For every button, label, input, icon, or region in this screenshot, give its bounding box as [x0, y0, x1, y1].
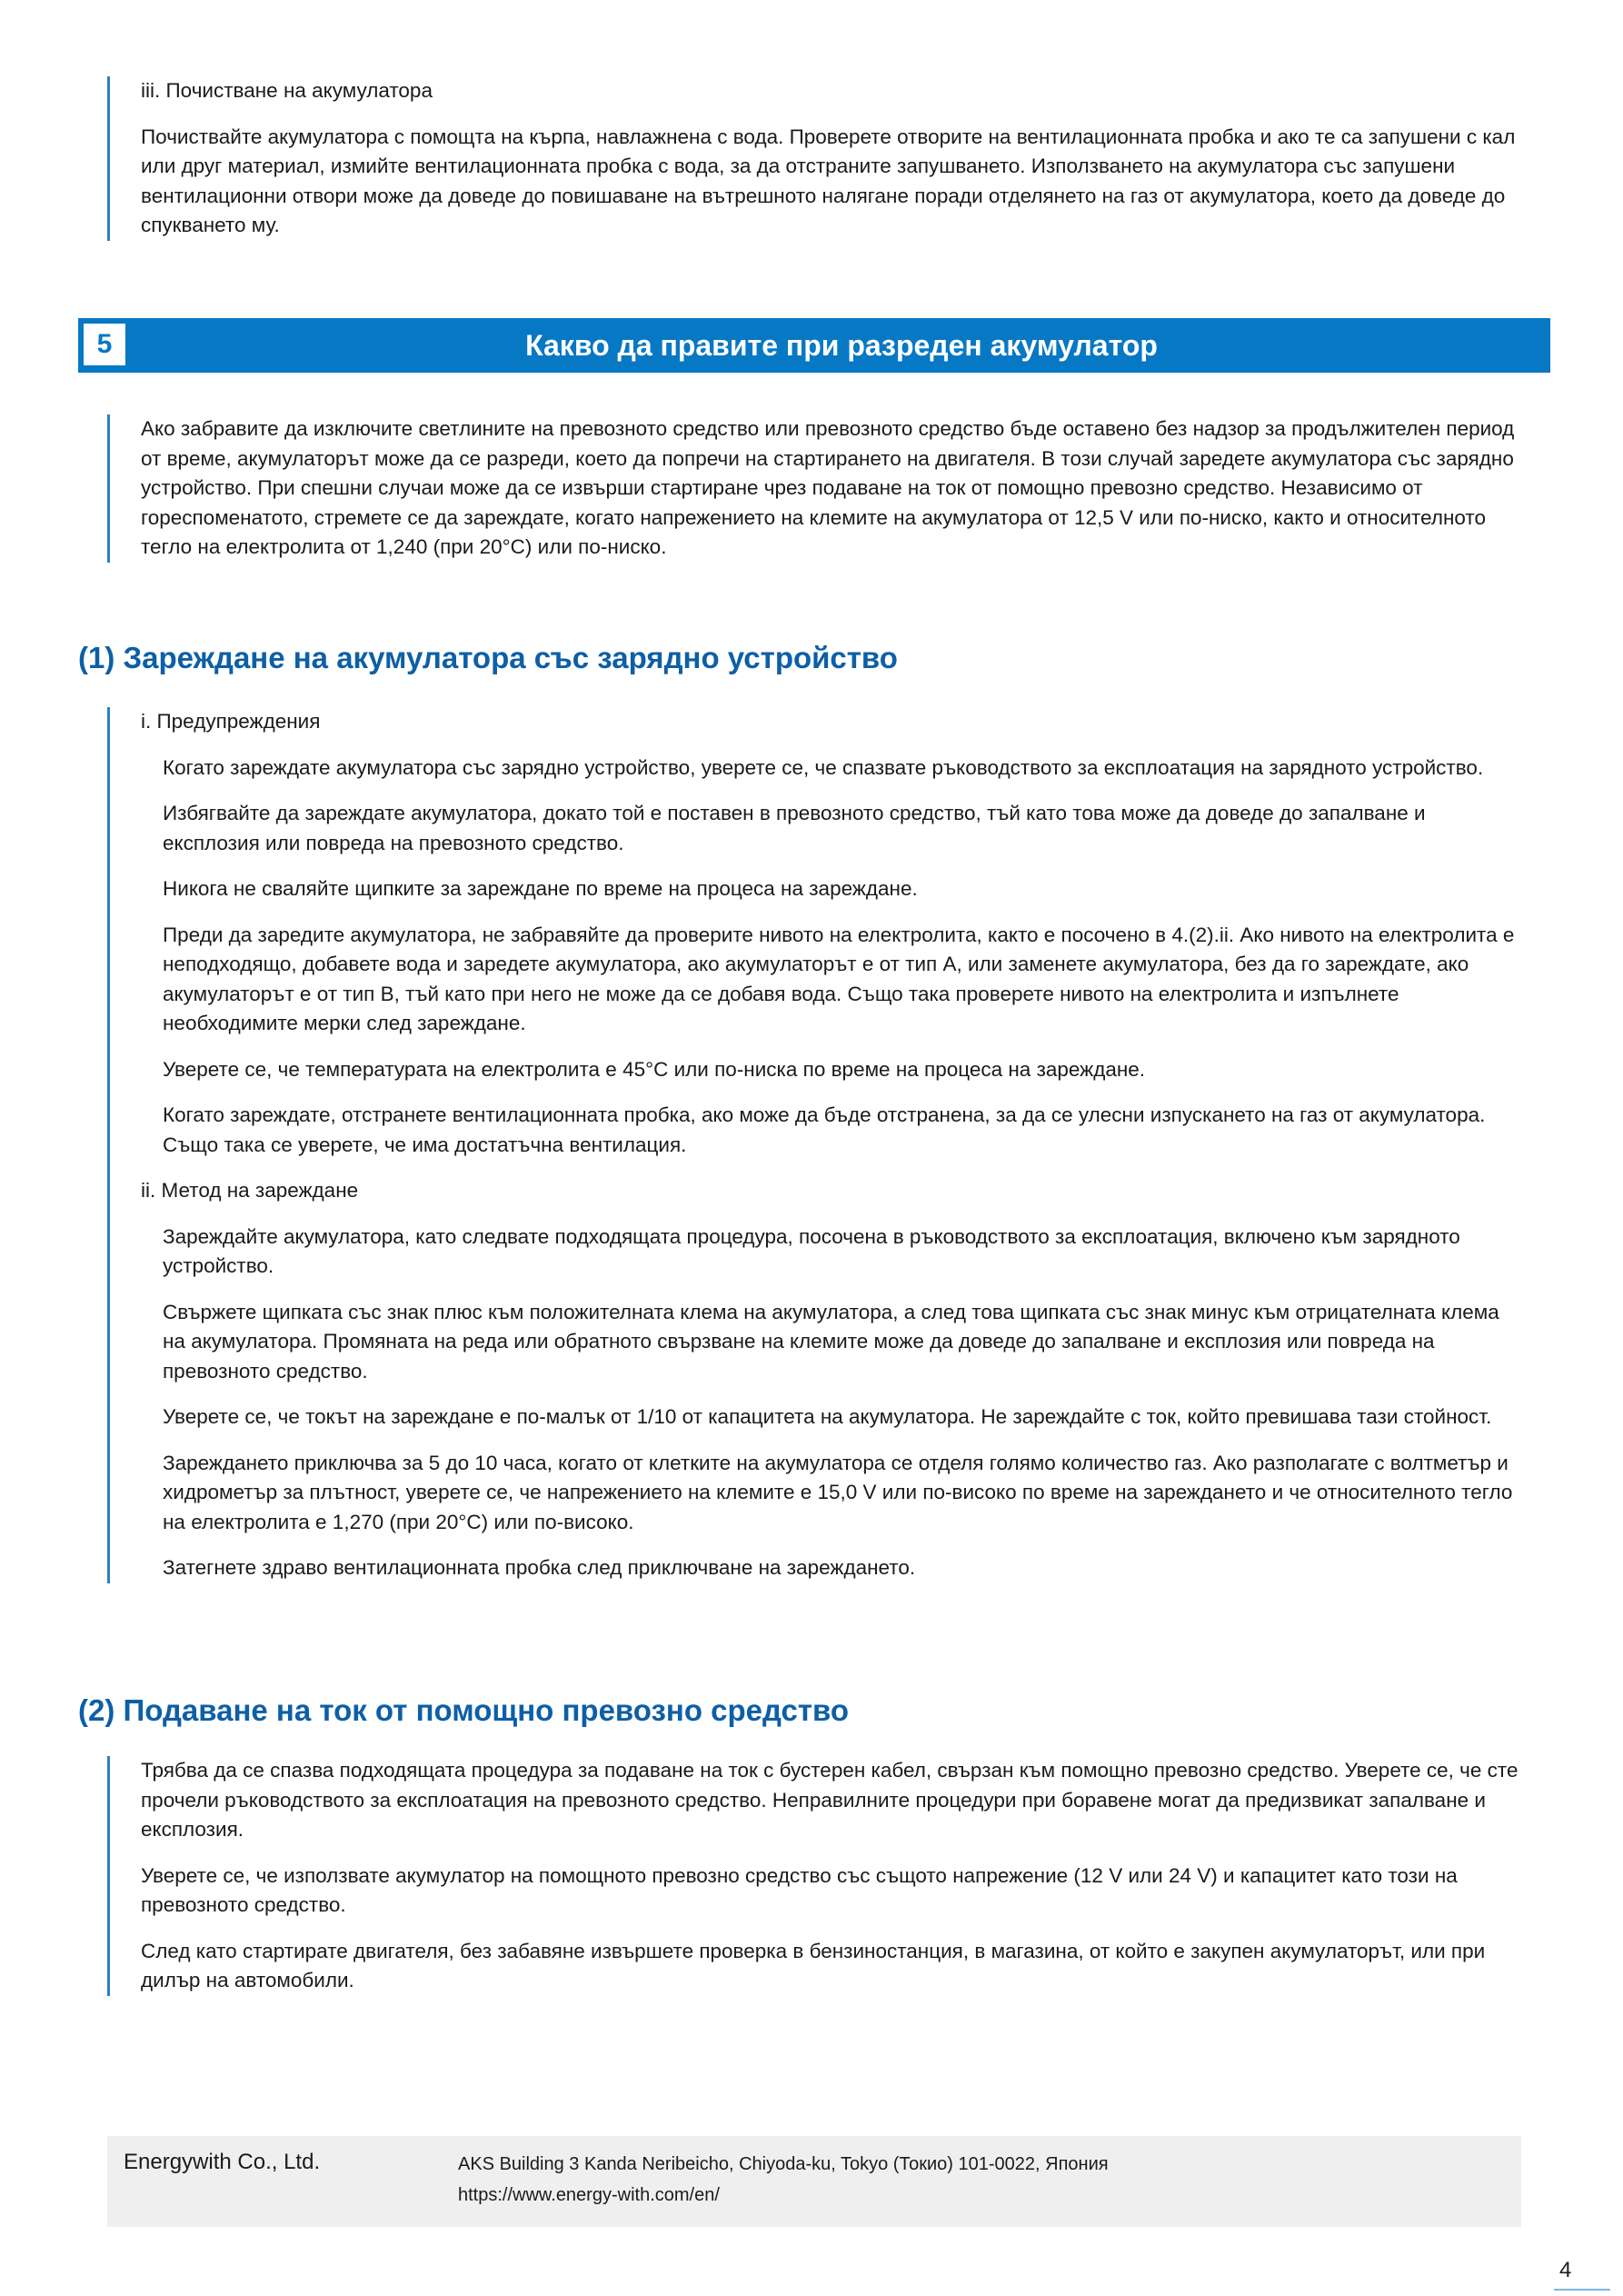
warnings-heading: i. Предупреждения: [141, 710, 321, 733]
section-5-header: [78, 318, 1550, 373]
cleaning-heading: iii. Почистване на акумулатора: [141, 79, 433, 102]
charging-block: [107, 707, 1525, 1583]
method-heading: ii. Метод на зареждане: [141, 1179, 359, 1202]
jumpstart-heading: (2) Подаване на ток от помощно превозно средство: [78, 1693, 850, 1727]
cleaning-section: [107, 76, 1525, 241]
footer-address-block: [458, 2149, 1109, 2211]
warning-item: Когато зареждате, отстранете вентилационната пробка, ако може да бъде отстранена, за да се улесни изпускането на газ от акумулатора. Също така се уверете, че има достатъчна вентилация.: [163, 1103, 1486, 1156]
warning-item: Когато зареждате акумулатора със зарядно устройство, уверете се, че спазвате ръководството за експлоатация на зарядното устройство.: [163, 755, 1484, 779]
page-footer: [107, 2136, 1521, 2227]
jumpstart-paragraph: След като стартирате двигателя, без забавяне извършете проверка в бензиностанция, в магазина, от който е закупен акумулаторът, или при дилър на автомобили.: [141, 1939, 1486, 1992]
page-number-underline: [1554, 2289, 1610, 2291]
footer-address: AKS Building 3 Kanda Neribeicho, Chiyoda-ku, Tokyo (Токио) 101-0022, Япония: [458, 2154, 1109, 2174]
method-item: Уверете се, че токът на зареждане е по-малък от 1/10 от капацитета на акумулатора. Не зареждайте с ток, който превишава тази стойност.: [163, 1405, 1492, 1428]
footer-url[interactable]: https://www.energy-with.com/en/: [458, 2185, 720, 2205]
method-item: Зареждането приключва за 5 до 10 часа, когато от клетките на акумулатора се отделя голямо количество газ. Ако разполагате с волтметър и хидрометър за плътност, уверете се, че напрежението на клемите е 15,0 V или по-високо по време на зареждането и че относителното тегло на електролита е 1,270 (при 20°C) или по-високо.: [163, 1451, 1513, 1533]
warning-item: Избягвайте да зареждате акумулатора, докато той е поставен в превозното средство, тъй като това може да доведе до запалване и експлозия или повреда на превозното средство.: [163, 802, 1426, 854]
footer-company: Energywith Co., Ltd.: [124, 2150, 321, 2174]
section-5-intro-block: [107, 414, 1525, 563]
section-5-title: Какво да правите при разреден акумулатор: [525, 329, 1158, 362]
charging-heading: (1) Зареждане на акумулатора със зарядно устройство: [78, 641, 898, 674]
jumpstart-paragraph: Уверете се, че използвате акумулатор на помощното превозно средство със същото напрежение (12 V или 24 V) и капацитет като този на превозното средство.: [141, 1863, 1458, 1916]
warning-item: Никога не сваляйте щипките за зареждане по време на процеса на зареждане.: [163, 877, 918, 900]
section-5-intro: Ако забравите да изключите светлините на превозното средство или превозното средство бъде оставено без надзор за продължителен период от време, акумулаторът може да се разреди, което да попречи на стартирането на двигателя. В този случай заредете акумулатора със зарядно устройство. При спешни случаи може да се извърши стартиране чрез подаване на ток от помощно превозно средство. Независимо от гореспоменатото, стремете се да зареждате, когато напрежението на клемите на акумулатора от 12,5 V или по-ниско, както и относителното тегло на електролита от 1,240 (при 20°C) или по-ниско.: [141, 417, 1515, 558]
warning-item: Преди да заредите акумулатора, не забравяйте да проверите нивото на електролита, както е посочено в 4.(2).ii. Ако нивото на електролита е неподходящо, добавете вода и заредете акумулатора, ако акумулаторът е от тип A, или заменете акумулатора, без да го зареждате, ако акумулаторът е от тип B, тъй като при него не може да се добавя вода. Също така проверете нивото на електролита и изпълнете необходимите мерки след зареждане.: [163, 923, 1515, 1034]
method-item: Затегнете здраво вентилационната пробка след приключване на зареждането.: [163, 1556, 916, 1579]
section-number-badge: 5: [84, 324, 125, 365]
method-item: Свържете щипката със знак плюс към положителната клема на акумулатора, а след това щипката със знак минус към отрицателната клема на акумулатора. Промяната на реда или обратното свързване на клемите може да доведе до запалване и експлозия или повреда на превозното средство.: [163, 1300, 1499, 1383]
jumpstart-block: [107, 1756, 1525, 1996]
warning-item: Уверете се, че температурата на електролита е 45°C или по-ниска по време на процеса на зареждане.: [163, 1057, 1146, 1081]
method-item: Зареждайте акумулатора, като следвате подходящата процедура, посочена в ръководството за експлоатация, включено към зарядното устройство.: [163, 1224, 1460, 1277]
page-number: 4: [1559, 2258, 1572, 2282]
cleaning-text: Почиствайте акумулатора с помощта на кърпа, навлажнена с вода. Проверете отворите на вентилационната пробка и ако те са запушени с кал или друг материал, измийте вентилационната пробка с вода, за да отстраните запушването. Използването на акумулатора със запушени вентилационни отвори може да доведе до повишаване на вътрешното налягане поради отделянето на газ от акумулатора, което да доведе до спукването му.: [141, 125, 1516, 236]
jumpstart-paragraph: Трябва да се спазва подходящата процедура за подаване на ток с бустерен кабел, свързан към помощно превозно средство. Уверете се, че сте прочели ръководството за експлоатация на превозното средство. Неправилните процедури при боравене могат да предизвикат запалване и експлозия.: [141, 1759, 1518, 1841]
